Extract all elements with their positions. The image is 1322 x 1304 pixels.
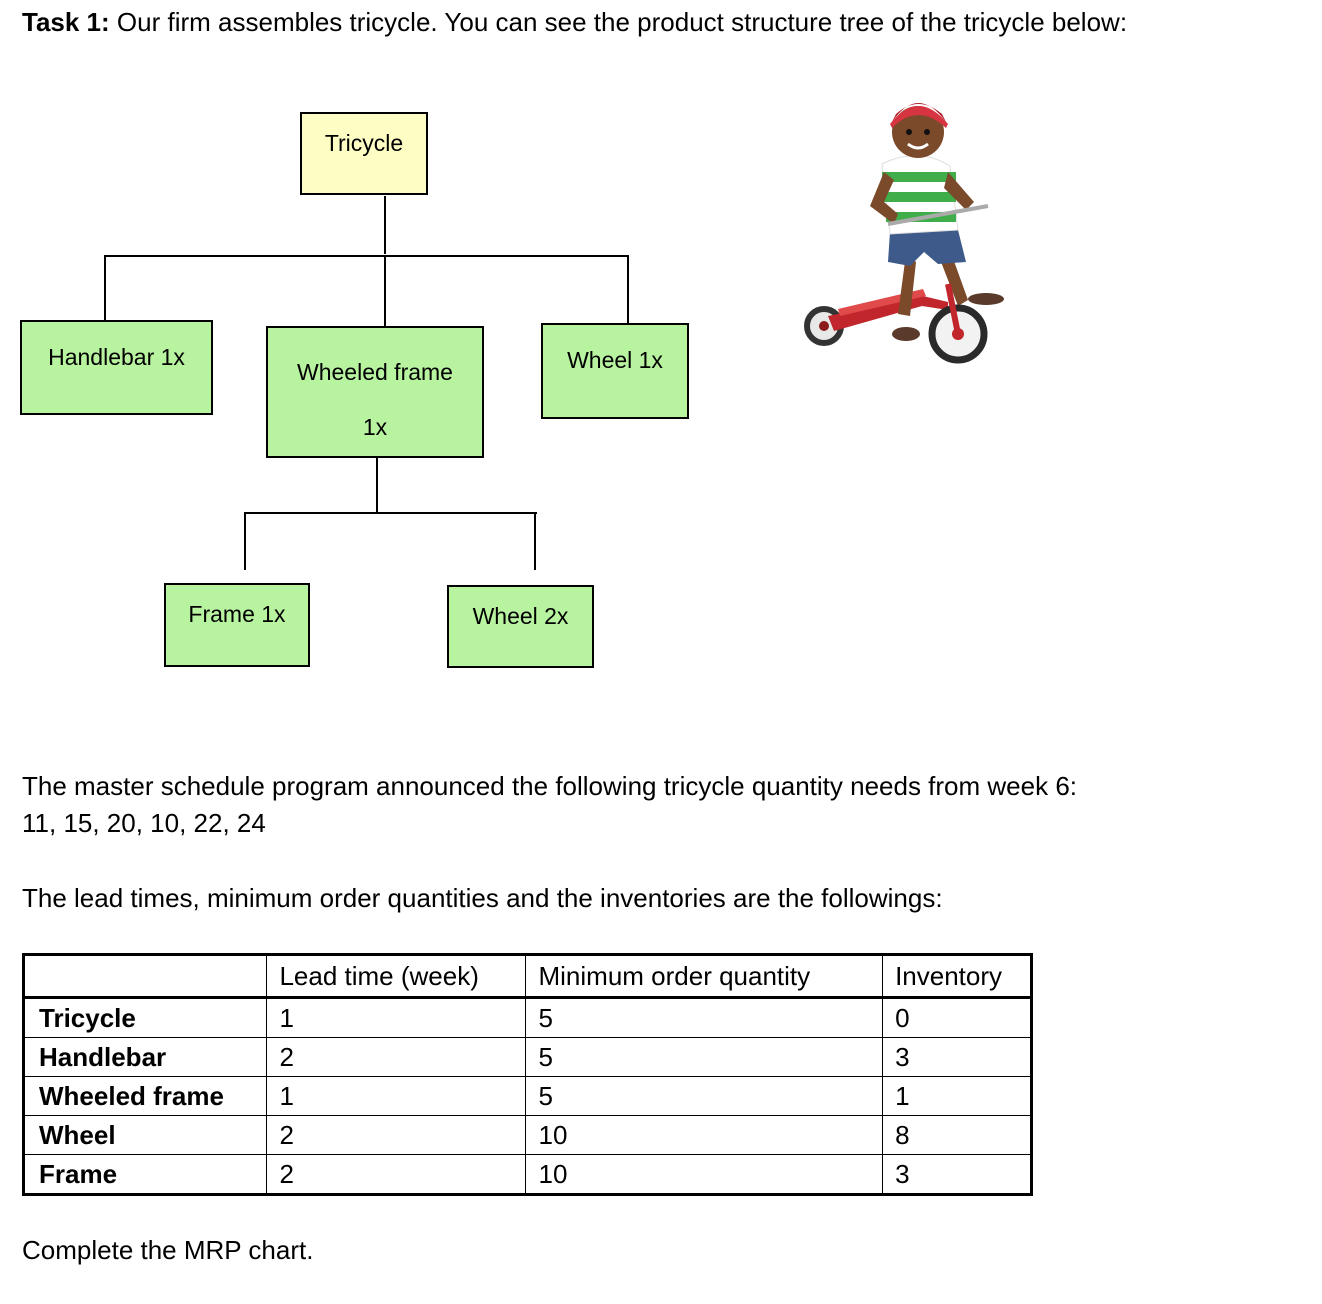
node-wheel-2x <box>447 585 594 668</box>
parameters-table <box>22 953 1033 1196</box>
node-wheel-1x <box>541 323 689 419</box>
master-schedule-line1: The master schedule program announced the following tricycle quantity needs from week 6: <box>22 771 1078 801</box>
table-header-min-order: Minimum order quantity <box>526 955 883 998</box>
task-text: Our firm assembles tricycle. You can see the product structure tree of the tricycle below: <box>116 7 1128 37</box>
table-cell: Wheel <box>24 1116 267 1155</box>
table-cell: 5 <box>526 998 883 1038</box>
table-cell: 8 <box>883 1116 1032 1155</box>
closing-instruction: Complete the MRP chart. <box>22 1235 314 1265</box>
node-frame <box>164 583 310 667</box>
table-header-row <box>24 955 1032 998</box>
table-cell: Handlebar <box>24 1038 267 1077</box>
table-row <box>24 998 1032 1038</box>
node-frame-label: Frame 1x <box>188 601 286 627</box>
task-label: Task 1: <box>22 7 110 37</box>
child-on-tricycle-image <box>798 84 1016 372</box>
node-tricycle <box>300 112 428 195</box>
table-cell: 0 <box>883 998 1032 1038</box>
table-cell: Tricycle <box>24 998 267 1038</box>
node-wheel-1x-label: Wheel 1x <box>567 347 663 373</box>
table-cell: 5 <box>526 1038 883 1077</box>
table-cell: 10 <box>526 1155 883 1195</box>
lead-times-intro: The lead times, minimum order quantities and the inventories are the followings: <box>22 883 943 913</box>
master-schedule-quantities: 11, 15, 20, 10, 22, 24 <box>22 808 266 838</box>
table-row <box>24 1116 1032 1155</box>
node-wheeled-frame-label-line2: 1x <box>362 414 388 440</box>
table-cell: 3 <box>883 1155 1032 1195</box>
node-wheeled-frame-label-line1: Wheeled frame <box>297 359 453 385</box>
master-schedule-paragraph <box>22 768 1192 842</box>
table-header-item <box>24 955 267 998</box>
table-row <box>24 1038 1032 1077</box>
table-cell: Wheeled frame <box>24 1077 267 1116</box>
table-cell: 2 <box>267 1155 526 1195</box>
table-cell: 10 <box>526 1116 883 1155</box>
table-cell: 3 <box>883 1038 1032 1077</box>
table-cell: Frame <box>24 1155 267 1195</box>
node-wheeled-frame <box>266 326 484 458</box>
table-cell: 5 <box>526 1077 883 1116</box>
node-wheel-2x-label: Wheel 2x <box>472 603 569 629</box>
table-row <box>24 1155 1032 1195</box>
table-row <box>24 1077 1032 1116</box>
table-cell: 1 <box>267 1077 526 1116</box>
table-cell: 2 <box>267 1116 526 1155</box>
table-cell: 2 <box>267 1038 526 1077</box>
node-tricycle-label: Tricycle <box>324 130 404 156</box>
node-handlebar <box>20 320 213 415</box>
table-header-inventory: Inventory <box>883 955 1032 998</box>
node-handlebar-label: Handlebar 1x <box>48 344 185 370</box>
table-cell: 1 <box>267 998 526 1038</box>
table-cell: 1 <box>883 1077 1032 1116</box>
table-header-lead-time: Lead time (week) <box>267 955 526 998</box>
